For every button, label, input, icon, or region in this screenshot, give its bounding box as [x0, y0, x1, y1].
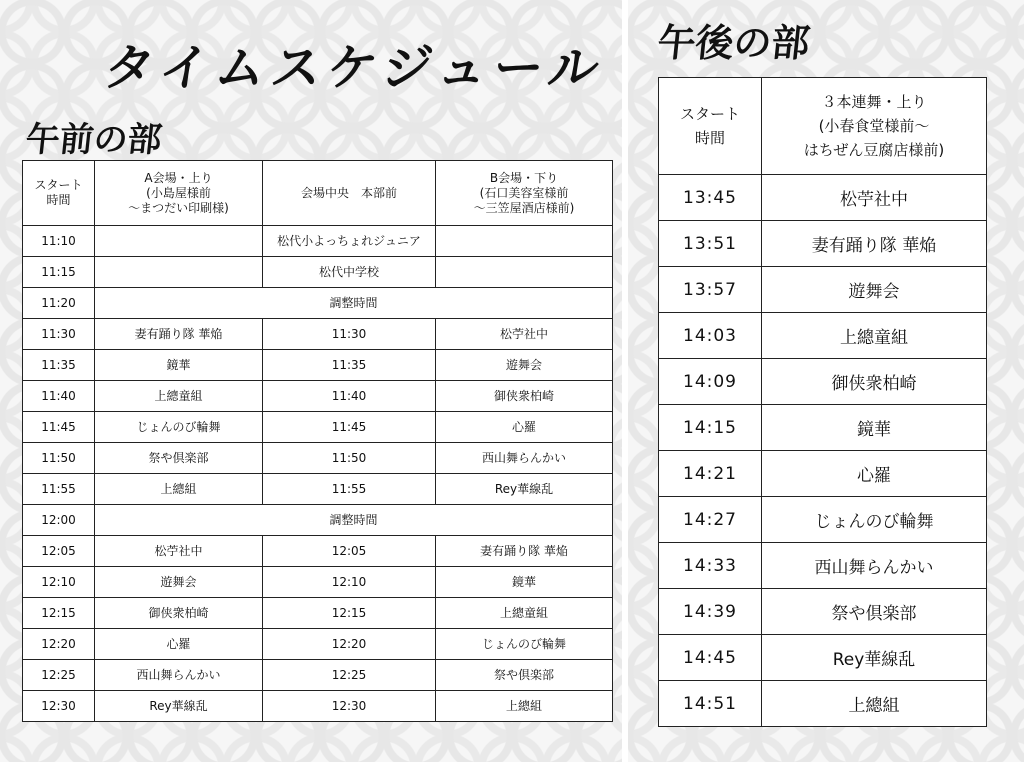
morning-section-title: 午前の部	[23, 120, 164, 160]
adjustment-time-cell: 調整時間	[95, 288, 613, 319]
venue-center-cell: 12:15	[263, 598, 436, 629]
time-cell: 12:00	[23, 505, 95, 536]
venue-a-cell: 遊舞会	[95, 567, 263, 598]
venue-a-cell: 松苧社中	[95, 536, 263, 567]
venue-a-cell: 西山舞らんかい	[95, 660, 263, 691]
time-cell: 14:27	[659, 497, 762, 543]
venue-b-cell: 上總童組	[436, 598, 613, 629]
afternoon-section-title: 午後の部	[655, 21, 812, 65]
act-cell: 鏡華	[762, 405, 987, 451]
venue-b-cell: 祭や倶楽部	[436, 660, 613, 691]
header-text: ３本連舞・上り	[821, 93, 927, 111]
time-cell: 11:20	[23, 288, 95, 319]
venue-a-cell: 上總組	[95, 474, 263, 505]
header-text: はちぜん豆腐店様前)	[803, 141, 945, 159]
venue-center-cell: 松代中学校	[263, 257, 436, 288]
venue-a-cell	[95, 257, 263, 288]
venue-a-cell: 鏡華	[95, 350, 263, 381]
table-row	[659, 543, 987, 589]
header-text: (小島屋様前	[146, 185, 211, 200]
header-text: (小春食堂様前～	[818, 117, 930, 135]
time-cell: 14:45	[659, 635, 762, 681]
venue-b-cell: 遊舞会	[436, 350, 613, 381]
header-venue-b	[436, 161, 613, 226]
venue-a-cell: Rey華線乱	[95, 691, 263, 722]
venue-center-cell: 11:30	[263, 319, 436, 350]
time-cell: 12:15	[23, 598, 95, 629]
venue-b-cell: 松苧社中	[436, 319, 613, 350]
venue-center-cell: 11:40	[263, 381, 436, 412]
venue-a-cell: じょんのび輪舞	[95, 412, 263, 443]
table-row	[23, 474, 613, 505]
table-row	[23, 598, 613, 629]
header-venue-a	[95, 161, 263, 226]
act-cell: Rey華線乱	[762, 635, 987, 681]
table-row	[23, 319, 613, 350]
table-row	[659, 589, 987, 635]
table-row	[659, 175, 987, 221]
table-row	[659, 681, 987, 727]
right-page	[628, 0, 1024, 762]
header-venue-relay	[762, 78, 987, 175]
header-start-time	[659, 78, 762, 175]
venue-center-cell: 11:45	[263, 412, 436, 443]
venue-center-cell: 12:20	[263, 629, 436, 660]
act-cell: 上總組	[762, 681, 987, 727]
morning-header-row	[23, 161, 613, 226]
venue-b-cell: 御侠衆柏崎	[436, 381, 613, 412]
header-text: 時間	[694, 129, 725, 147]
table-row	[23, 381, 613, 412]
afternoon-schedule-table	[658, 77, 987, 727]
venue-a-cell	[95, 226, 263, 257]
table-row	[659, 221, 987, 267]
venue-center-cell: 松代小よっちょれジュニア	[263, 226, 436, 257]
table-row	[659, 267, 987, 313]
time-cell: 14:21	[659, 451, 762, 497]
table-row	[659, 497, 987, 543]
act-cell: 遊舞会	[762, 267, 987, 313]
venue-center-cell: 12:05	[263, 536, 436, 567]
time-cell: 14:09	[659, 359, 762, 405]
venue-a-cell: 妻有踊り隊 華焔	[95, 319, 263, 350]
afternoon-header-row	[659, 78, 987, 175]
venue-center-cell: 12:25	[263, 660, 436, 691]
time-cell: 11:30	[23, 319, 95, 350]
table-row	[659, 405, 987, 451]
time-cell: 12:25	[23, 660, 95, 691]
venue-b-cell	[436, 226, 613, 257]
header-text: (石口美容室様前	[479, 185, 569, 200]
time-cell: 11:35	[23, 350, 95, 381]
table-row	[659, 359, 987, 405]
venue-b-cell: 妻有踊り隊 華焔	[436, 536, 613, 567]
table-row	[23, 443, 613, 474]
time-cell: 12:10	[23, 567, 95, 598]
adjustment-time-cell: 調整時間	[95, 505, 613, 536]
table-row	[23, 505, 613, 536]
time-cell: 12:05	[23, 536, 95, 567]
time-cell: 11:55	[23, 474, 95, 505]
venue-center-cell: 12:30	[263, 691, 436, 722]
act-cell: 西山舞らんかい	[762, 543, 987, 589]
time-cell: 13:45	[659, 175, 762, 221]
header-text: A会場・上り	[144, 170, 213, 185]
time-cell: 14:03	[659, 313, 762, 359]
table-row	[659, 451, 987, 497]
table-row	[23, 288, 613, 319]
header-text: 会場中央 本部前	[300, 185, 397, 200]
act-cell: 祭や倶楽部	[762, 589, 987, 635]
table-row	[23, 567, 613, 598]
act-cell: じょんのび輪舞	[762, 497, 987, 543]
table-row	[23, 226, 613, 257]
table-row	[23, 536, 613, 567]
table-row	[23, 660, 613, 691]
time-cell: 11:10	[23, 226, 95, 257]
header-start-time	[23, 161, 95, 226]
time-cell: 14:15	[659, 405, 762, 451]
venue-center-cell: 11:35	[263, 350, 436, 381]
time-cell: 14:39	[659, 589, 762, 635]
venue-b-cell: Rey華線乱	[436, 474, 613, 505]
venue-b-cell: 心羅	[436, 412, 613, 443]
venue-a-cell: 祭や倶楽部	[95, 443, 263, 474]
act-cell: 上總童組	[762, 313, 987, 359]
venue-a-cell: 上總童組	[95, 381, 263, 412]
header-text: ～三笠屋酒店様前)	[473, 200, 575, 215]
time-cell: 13:57	[659, 267, 762, 313]
page-title: タイムスケジュール	[100, 39, 609, 97]
table-row	[23, 412, 613, 443]
act-cell: 御侠衆柏崎	[762, 359, 987, 405]
header-text: スタート	[679, 105, 740, 123]
venue-b-cell	[436, 257, 613, 288]
time-cell: 11:15	[23, 257, 95, 288]
venue-b-cell: 西山舞らんかい	[436, 443, 613, 474]
time-cell: 11:50	[23, 443, 95, 474]
header-text: 時間	[46, 193, 71, 207]
morning-schedule-table	[22, 160, 613, 722]
table-row	[659, 313, 987, 359]
venue-a-cell: 御侠衆柏崎	[95, 598, 263, 629]
act-cell: 松苧社中	[762, 175, 987, 221]
table-row	[23, 350, 613, 381]
time-cell: 13:51	[659, 221, 762, 267]
time-cell: 14:51	[659, 681, 762, 727]
venue-b-cell: 上總組	[436, 691, 613, 722]
time-cell: 12:30	[23, 691, 95, 722]
venue-b-cell: 鏡華	[436, 567, 613, 598]
act-cell: 妻有踊り隊 華焔	[762, 221, 987, 267]
header-venue-center	[263, 161, 436, 226]
time-cell: 14:33	[659, 543, 762, 589]
act-cell: 心羅	[762, 451, 987, 497]
venue-center-cell: 11:50	[263, 443, 436, 474]
table-row	[23, 629, 613, 660]
header-text: ～まつだい印刷様)	[128, 200, 229, 215]
table-row	[23, 691, 613, 722]
table-row	[23, 257, 613, 288]
venue-a-cell: 心羅	[95, 629, 263, 660]
time-cell: 11:45	[23, 412, 95, 443]
time-cell: 11:40	[23, 381, 95, 412]
header-text: B会場・下り	[489, 170, 559, 185]
time-cell: 12:20	[23, 629, 95, 660]
header-text: スタート	[34, 178, 83, 192]
venue-center-cell: 11:55	[263, 474, 436, 505]
venue-center-cell: 12:10	[263, 567, 436, 598]
table-row	[659, 635, 987, 681]
venue-b-cell: じょんのび輪舞	[436, 629, 613, 660]
